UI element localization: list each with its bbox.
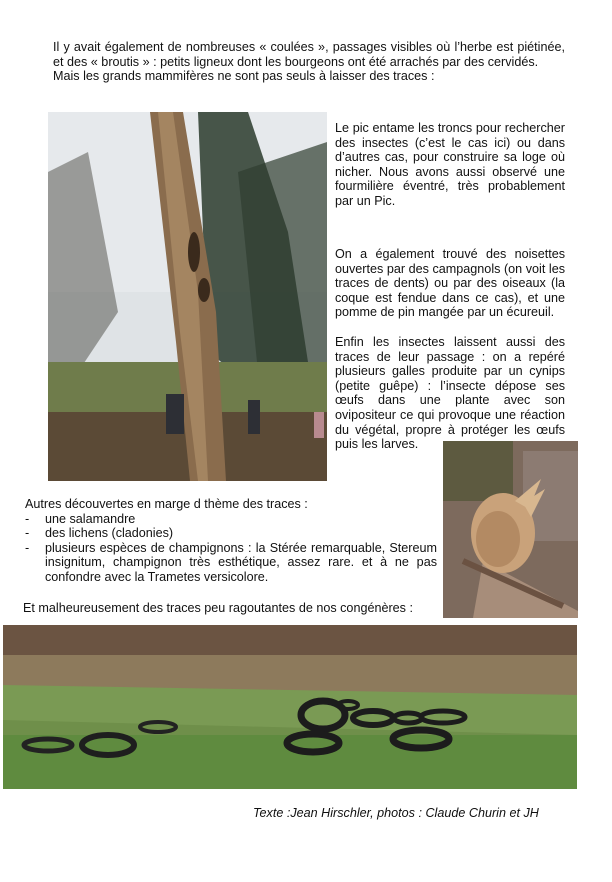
intro-paragraph-coulees: Il y avait également de nombreuses « coulées », passages visibles où l’herbe est piétinée, et des « broutis » : petits ligneux dont les bourgeons ont été arrachés par des cervidés. — [53, 40, 565, 69]
intro-paragraph-mammiferes: Mais les grands mammifères ne sont pas seuls à laisser des traces : — [53, 69, 435, 84]
insectes-paragraph — [335, 335, 565, 452]
intro-text — [53, 40, 565, 84]
gall-photo — [443, 441, 578, 618]
list-item: - des lichens (cladonies) — [25, 526, 437, 541]
discoveries-heading: Autres découvertes en marge d thème des traces : — [25, 497, 308, 511]
list-item: - plusieurs espèces de champignons : la Stérée remarquable, Stereum insignitum, champignon très esthétique, assez rare. et à ne pas confondre avec la Trametes versicolore. — [25, 541, 437, 585]
list-item: - une salamandre — [25, 512, 437, 527]
woodpecker-paragraph — [335, 121, 565, 209]
discoveries-section — [25, 497, 437, 585]
photo-credit: Texte :Jean Hirschler, photos : Claude Churin et JH — [253, 806, 539, 820]
noisettes-paragraph — [335, 247, 565, 320]
closing-text: Et malheureusement des traces peu ragoutantes de nos congénères : — [23, 601, 413, 615]
noisettes-text: On a également trouvé des noisettes ouvertes par des campagnols (on voit les traces de dents) ou par des oiseaux (la coque est fendue dans ce cas), et une pomme de pin mangée par un écureuil. — [335, 247, 565, 320]
woodpecker-text: Le pic entame les troncs pour rechercher des insectes (c’est le cas ici) ou dans d’autres cas, pour construire sa loge où nicher. Nous avons aussi observé une fourmilière éventré, très probablement par un Pic. — [335, 121, 565, 208]
insectes-text: Enfin les insectes laissent aussi des traces de leur passage : on a repéré plusieurs galles produite par un cynips (petite guêpe) : l’insecte dépose ses œufs dans une plante avec son ovipositeur ce qui provoque une réaction du végétal, propre à protéger les œufs puis les larves. — [335, 335, 565, 452]
discoveries-list — [25, 512, 437, 585]
tires-photo — [3, 625, 577, 789]
tree-photo — [48, 112, 327, 481]
